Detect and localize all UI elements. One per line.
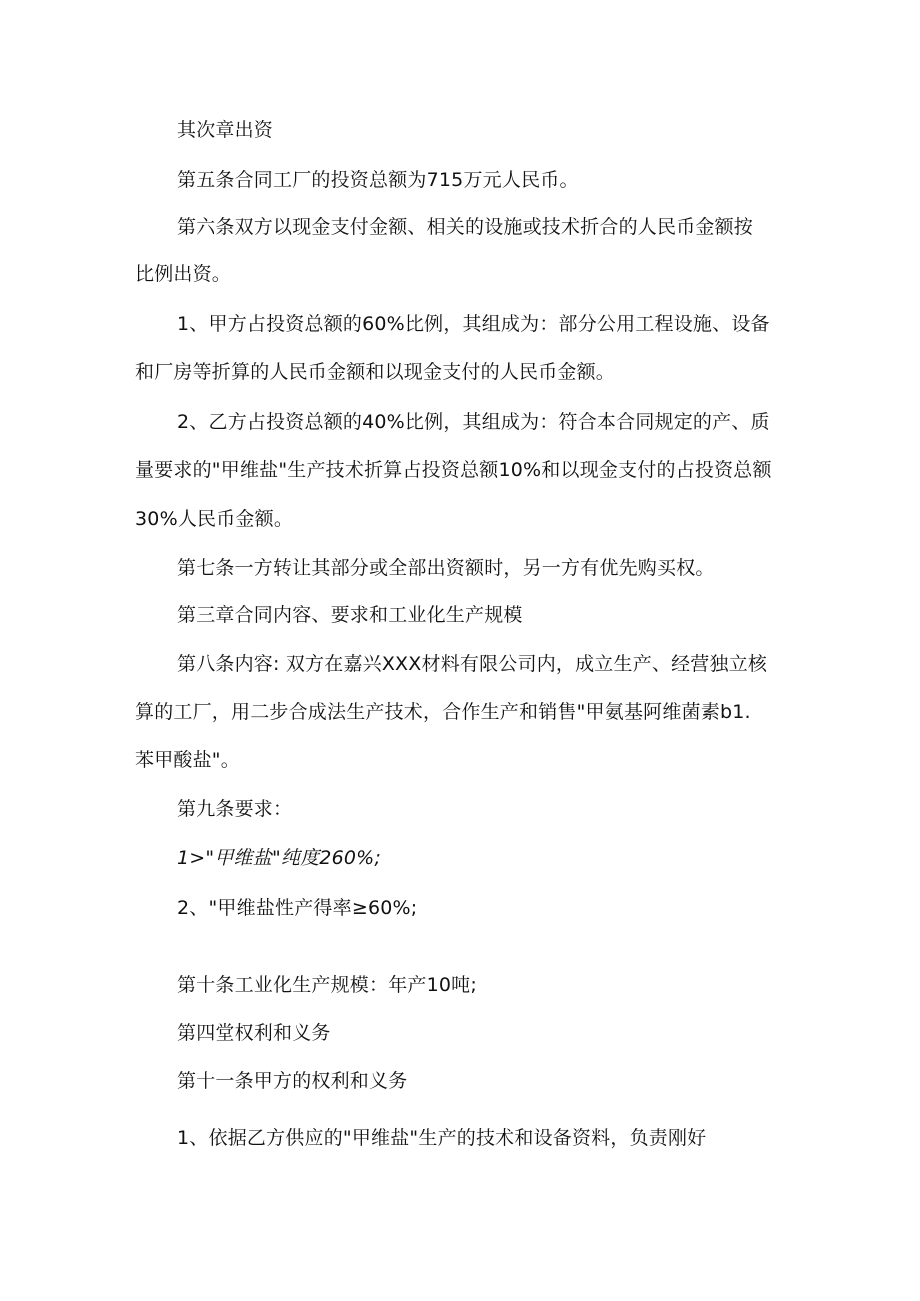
chapter-4-heading: 第四堂权利和义务 xyxy=(177,1022,331,1044)
clause-party-a-line-1: 1、甲方占投资总额的60%比例，其组成为：部分公用工程设施、设备 xyxy=(177,313,770,335)
clause-party-b-line-1: 2、乙方占投资总额的40%比例，其组成为：符合本合同规定的产、质 xyxy=(177,411,770,433)
clause-party-a-line-2: 和厂房等折算的人民币金额和以现金支付的人民币金额。 xyxy=(135,361,616,383)
requirement-1: 1>"甲维盐"纯度260%; xyxy=(177,847,382,869)
article-8-line-3: 苯甲酸盐"。 xyxy=(135,749,240,771)
chapter-heading-capital: 其次章出资 xyxy=(177,119,274,141)
article-10: 第十条工业化生产规模：年产10吨; xyxy=(177,974,477,996)
clause-party-b-line-2: 量要求的"甲维盐"生产技术折算占投资总额10%和以现金支付的占投资总额 xyxy=(135,459,772,481)
article-8-line-1: 第八条内容: 双方在嘉兴XXX材料有限公司内，成立生产、经营独立核 xyxy=(177,653,768,675)
article-8-line-2: 算的工厂，用二步合成法生产技术，合作生产和销售"甲氨基阿维菌素b1. xyxy=(135,701,751,723)
article-11-clause-1: 1、依据乙方供应的"甲维盐"生产的技术和设备资料，负责刚好 xyxy=(177,1127,707,1149)
chapter-3-heading: 第三章合同内容、要求和工业化生产规模 xyxy=(177,604,523,626)
article-6-line-1: 第六条双方以现金支付金额、相关的设施或技术折合的人民币金额按 xyxy=(177,216,754,238)
article-9: 第九条要求： xyxy=(177,798,293,820)
article-5: 第五条合同工厂的投资总额为715万元人民币。 xyxy=(177,169,579,191)
requirement-2: 2、"甲维盐性产得率≥60%; xyxy=(177,897,418,919)
clause-party-b-line-3: 30%人民币金额。 xyxy=(135,508,294,530)
article-7: 第七条一方转让其部分或全部出资额时，另一方有优先购买权。 xyxy=(177,557,715,579)
article-6-line-2: 比例出资。 xyxy=(135,263,232,285)
article-11: 第十一条甲方的权利和义务 xyxy=(177,1070,408,1092)
